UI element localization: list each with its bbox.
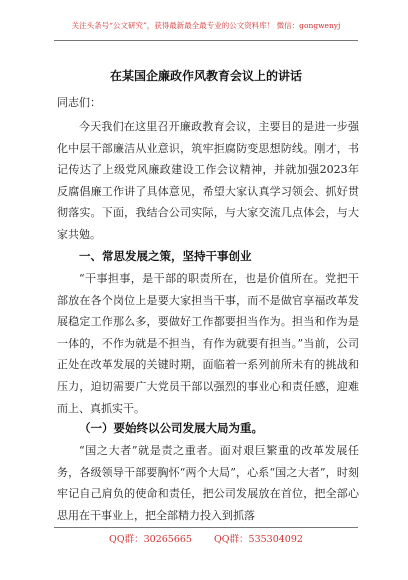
paragraph-section-1: “干事担事，是干部的职责所在，也是价值所在。党把干部放在各个岗位上是要大家担当干事，而不是做官享福改革发展稳定工作那么多，要做好工作都要担当作为。担当和作为是一体的，不作为就是不担当，有作为就要有担当。”当前，公司正处在改革发展的关键时期，面临着一系列前所未有的挑战和压力，迫切需要广大党员干部以强烈的事业心和责任感，迎难而上、真抓实干。: [57, 272, 359, 415]
footer-divider: [54, 527, 358, 528]
footer-qq-group-2: QQ群：535304092: [213, 534, 303, 545]
header-divider: [54, 40, 358, 41]
document-title: 在某国企廉政作风教育会议上的讲话: [109, 69, 302, 83]
footer-qq-group-1: QQ群：30265665: [109, 534, 192, 545]
footer-contact: [54, 533, 358, 546]
section-heading-1: 一、常思发展之策，坚持干事创业: [79, 249, 252, 263]
header-promo-note: 关注头条号“公文研究”，获得最新最全最专业的公文资料库！ 微信：gongwenyj: [71, 21, 341, 30]
salutation: 同志们：: [57, 96, 101, 109]
subsection-heading-1: （一）要始终以公司发展大局为重。: [79, 421, 263, 435]
paragraph-opening: 今天我们在这里召开廉政教育会议，主要目的是进一步强化中层干部廉洁从业意识，筑牢拒腐防变思想防线。刚才，书记传达了上级党风廉政建设工作会议精神，并就加强2023年反腐倡廉工作讲了具体意见，希望大家认真学习领会、抓好贯彻落实。下面，我结合公司实际，与大家交流几点体会，与大家共勉。: [57, 120, 359, 241]
paragraph-subsection-1: “国之大者”就是责之重者。面对艰巨繁重的改革发展任务，各级领导干部要胸怀“两个大局”，心系“国之大者”，时刻牢记自己肩负的使命和责任，把公司发展放在首位，把全部心思用在干事业上，把全部精力投入到抓落: [57, 444, 359, 522]
